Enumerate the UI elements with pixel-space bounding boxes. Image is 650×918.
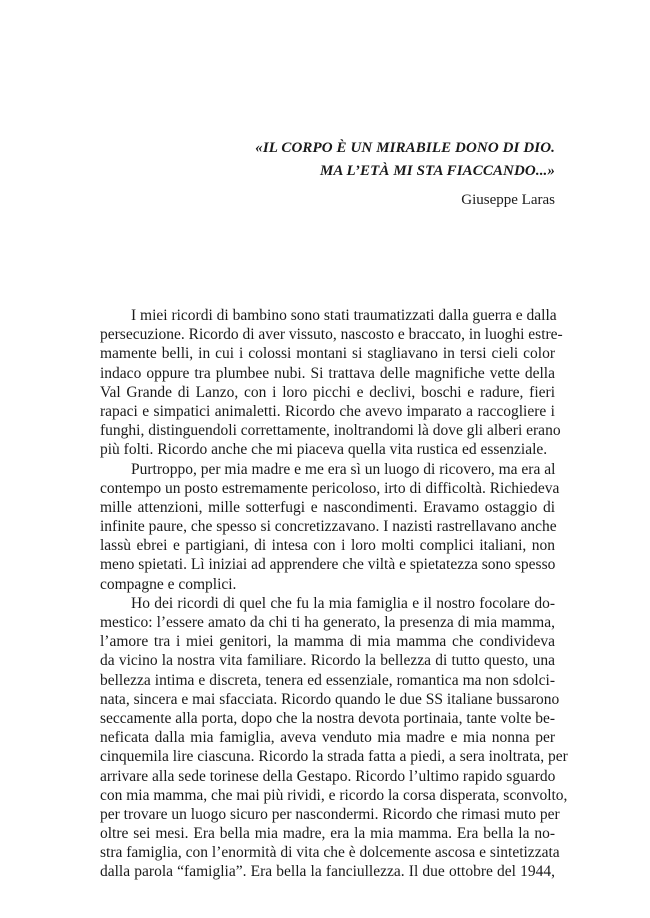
text-line: mamente belli, in cui i colossi montani si stagliavano in tersi cieli color: [100, 345, 555, 363]
text-line: dalla parola “famiglia”. Era bella la fanciullezza. Il due ottobre del 1944,: [100, 863, 555, 881]
text-line: funghi, distinguendoli correttamente, inoltrandomi là dove gli alberi erano: [100, 422, 561, 440]
chapter-title-line: MA L’ETÀ MI STA FIACCANDO...»: [319, 163, 555, 179]
text-line: mestico: l’essere amato da chi ti ha generato, la presenza di mia mamma,: [100, 614, 555, 631]
text-line: bellezza intima e discreta, tenera ed essenziale, romantica ma non sdolci-: [100, 671, 555, 689]
text-line: meno spietati. Lì iniziai ad apprendere che viltà e spietatezza sono spesso: [100, 556, 556, 574]
text-line: seccamente alla porta, dopo che la nostra devota portinaia, tante volte be-: [100, 709, 555, 727]
paragraph: [100, 306, 563, 460]
text-line: lassù ebrei e partigiani, di intesa con i loro molti complici italiani, non: [100, 537, 555, 555]
text-line: infinite paure, che spesso si concretizzavano. I nazisti rastrellavano anche: [100, 518, 557, 536]
text-line: cinquemila lire ciascuna. Ricordo la strada fatta a piedi, a sera inoltrata, per: [100, 748, 568, 766]
text-line: per trovare un luogo sicuro per nascondermi. Ricordo che rimasi muto per: [100, 805, 560, 823]
chapter-title-line: «IL CORPO È UN MIRABILE DONO DI DIO.: [255, 140, 555, 156]
text-line: compagne e complici.: [100, 575, 237, 593]
chapter-author: Giuseppe Laras: [461, 192, 555, 208]
text-line: persecuzione. Ricordo di aver vissuto, nascosto e braccato, in luoghi estre-: [100, 326, 563, 344]
chapter-body: [100, 306, 568, 882]
text-line: oltre sei mesi. Era bella mia madre, era la mia mamma. Era bella la no-: [100, 825, 555, 843]
text-line: rapaci e simpatici animaletti. Ricordo che avevo imparato a raccogliere i: [100, 402, 555, 420]
text-line: con mia mamma, che mai più rividi, e ricordo la corsa disperata, sconvolto,: [100, 786, 568, 804]
text-line: I miei ricordi di bambino sono stati traumatizzati dalla guerra e dalla: [131, 307, 557, 324]
text-line: da vicino la nostra vita familiare. Ricordo la bellezza di tutto questo, una: [100, 652, 555, 670]
text-line: l’amore tra i miei genitori, la mamma di mia mamma che condivideva: [100, 633, 555, 651]
text-line: mille attenzioni, mille sotterfugi e nascondimenti. Eravamo ostaggio di: [100, 498, 555, 516]
text-line: arrivare alla sede torinese della Gestapo. Ricordo l’ultimo rapido sguardo: [100, 767, 556, 785]
paragraph: [100, 594, 568, 882]
text-line: Ho dei ricordi di quel che fu la mia famiglia e il nostro focolare do-: [131, 594, 555, 612]
text-line: stra famiglia, con l’enormità di vita che è dolcemente ascosa e sintetizzata: [100, 844, 560, 862]
paragraph: [100, 460, 560, 594]
text-line: indaco oppure tra plumbee nubi. Si trattava delle magnifiche vette della: [100, 364, 555, 382]
text-line: Purtroppo, per mia madre e me era sì un luogo di ricovero, ma era al: [131, 460, 556, 478]
text-line: Val Grande di Lanzo, con i loro picchi e declivi, boschi e radure, fieri: [100, 383, 555, 401]
text-line: nata, sincera e mai sfacciata. Ricordo quando le due SS italiane bussarono: [100, 690, 560, 708]
chapter-title: [100, 137, 555, 183]
text-line: neficata dalla mia famiglia, aveva venduto mia madre e mia nonna per: [100, 729, 555, 747]
text-line: più folti. Ricordo anche che mi piaceva quella vita rustica ed essenziale.: [100, 441, 548, 459]
text-line: contempo un posto estremamente pericoloso, irto di difficoltà. Richiedeva: [100, 479, 560, 497]
